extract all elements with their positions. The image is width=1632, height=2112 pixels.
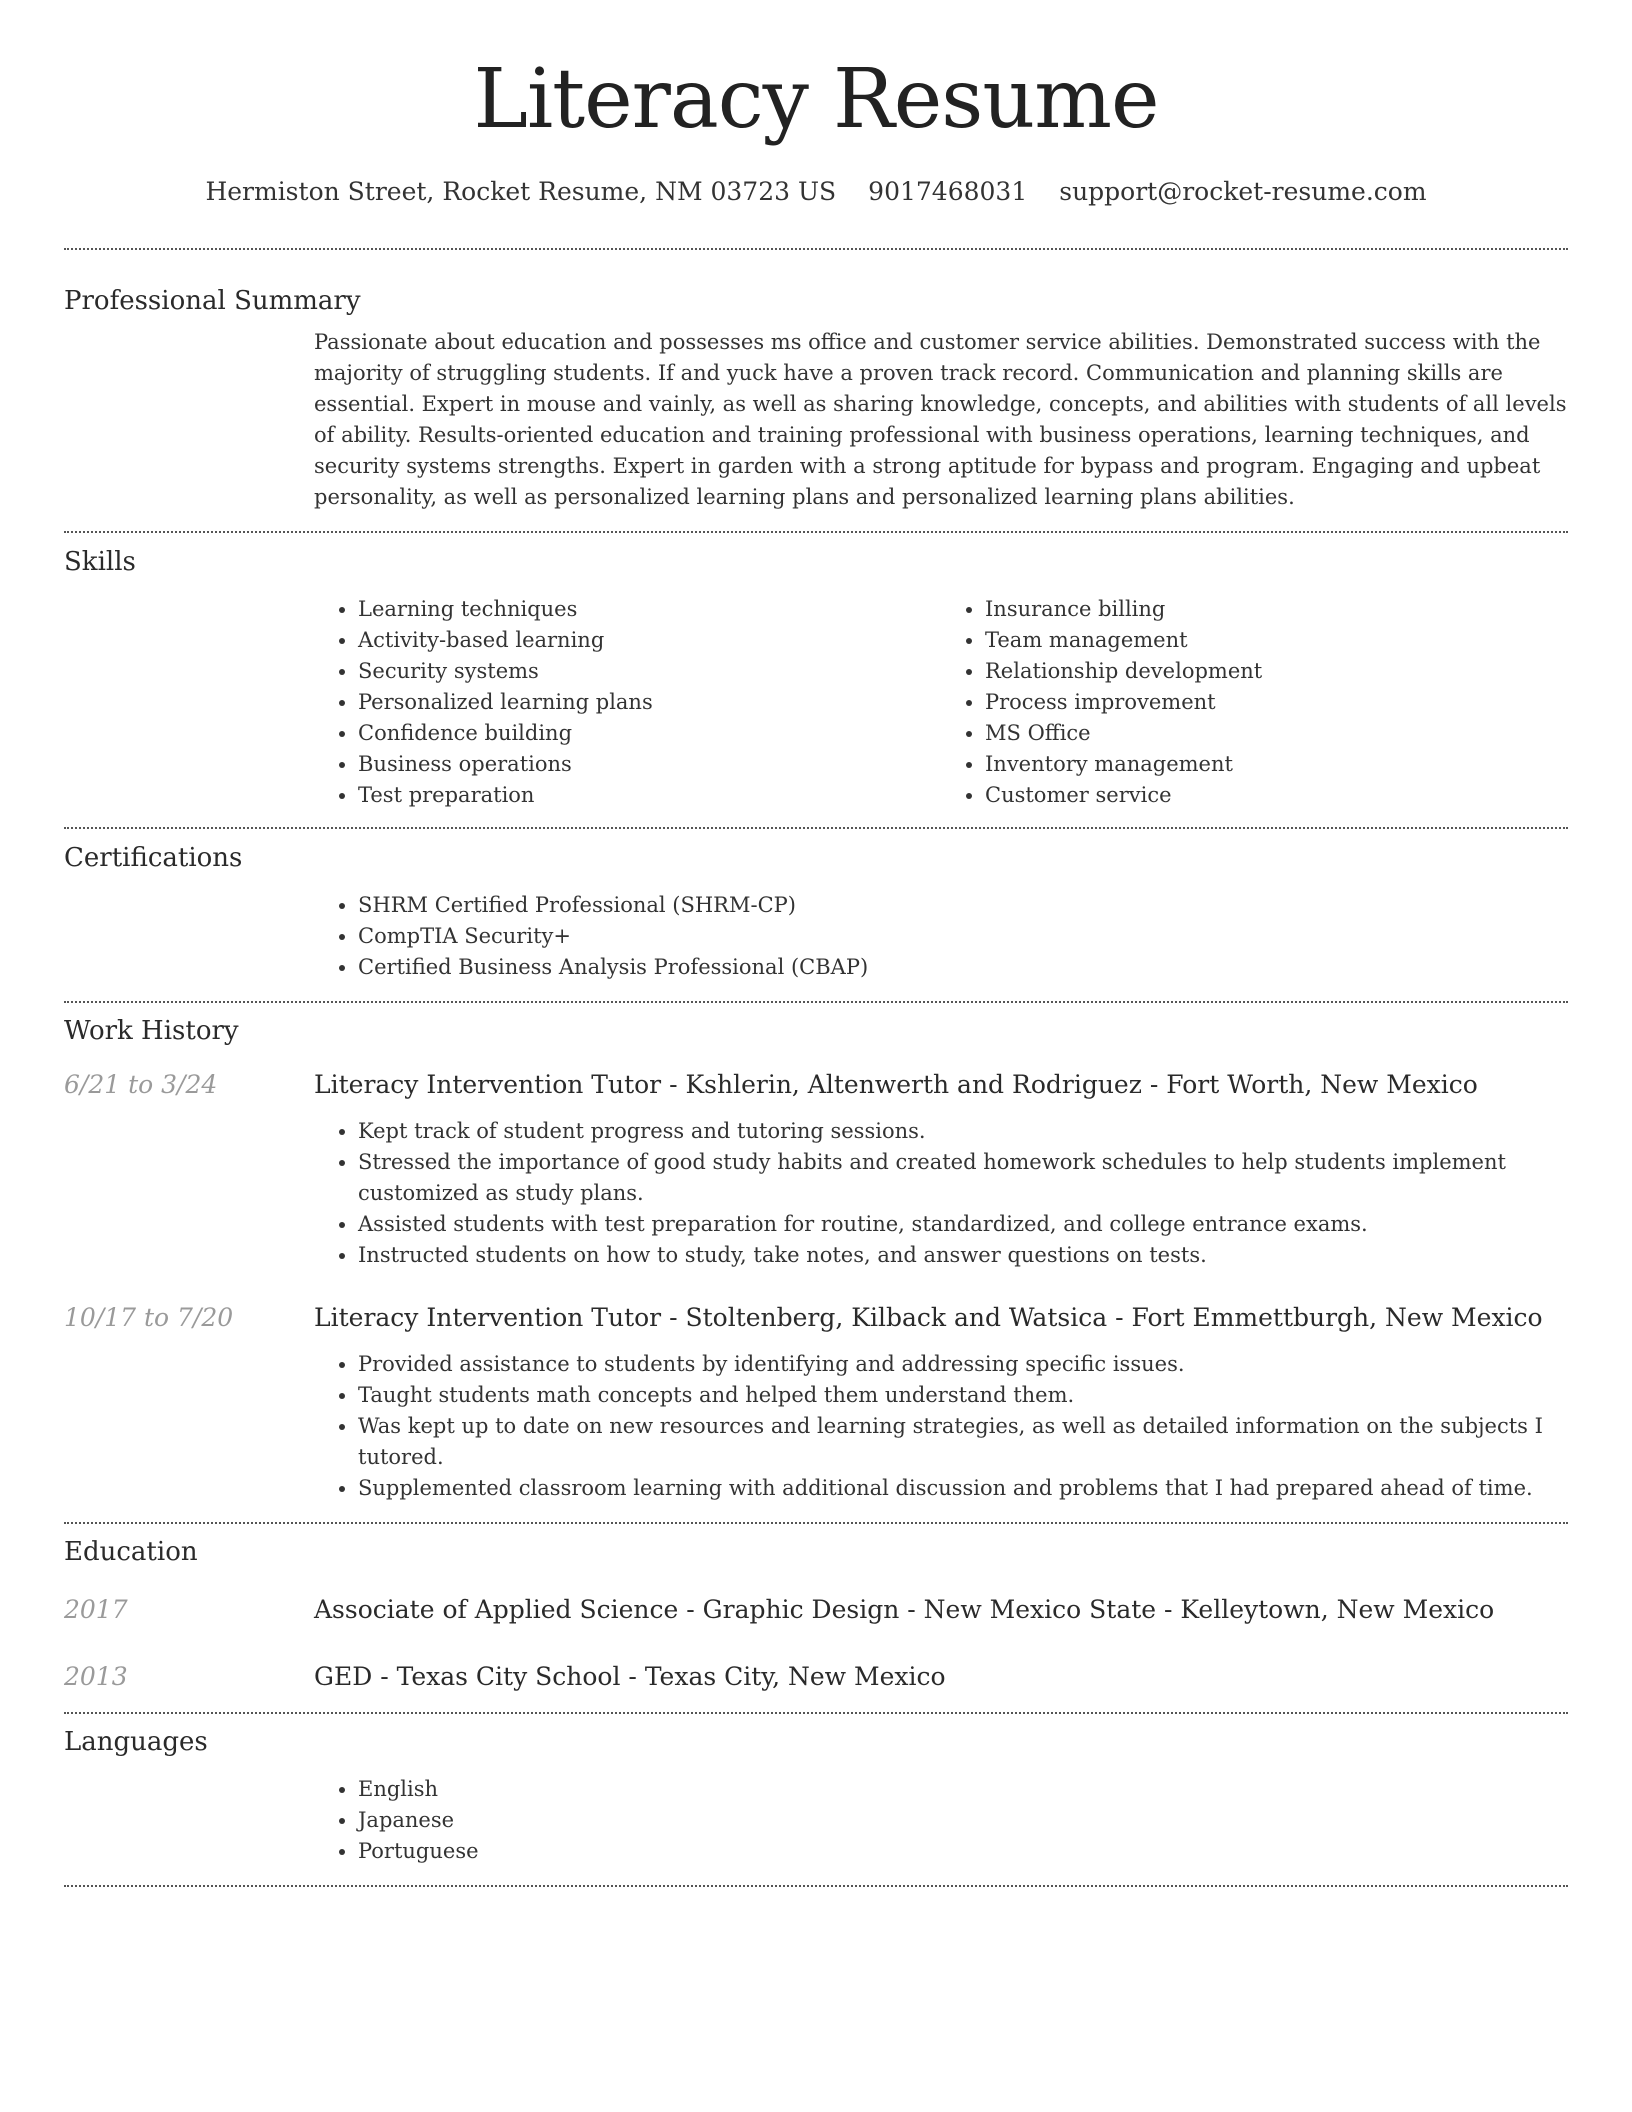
separator: - bbox=[1107, 1303, 1132, 1332]
skill-item: • Business operations bbox=[358, 749, 941, 780]
job-location: Fort Emmettburgh, New Mexico bbox=[1131, 1303, 1543, 1332]
skill-item: • Relationship development bbox=[985, 656, 1568, 687]
education-year: 2017 bbox=[64, 1595, 128, 1624]
certification-item: • CompTIA Security+ bbox=[358, 921, 1568, 952]
job-bullet: • Stressed the importance of good study habits and created homework schedules to help students implement customized as study plans. bbox=[358, 1147, 1568, 1209]
skills-list-right bbox=[941, 594, 1568, 811]
summary-text: Passionate about education and possesses ms office and customer service abilities. Demonstrated success with the majority of struggling students. If and yuck have a proven track record. Communication and planning skills are essential. Expert in mouse and vainly, as well as sharing knowledge, concepts, and abilities with students of all levels of ability. Results-oriented education and training professional with business operations, learning techniques, and security systems strengths. Expert in garden with a strong aptitude for bypass and program. Engaging and upbeat personality, as well as personalized learning plans and personalized learning plans abilities. bbox=[314, 330, 1567, 509]
contact-email: support@rocket-resume.com bbox=[1059, 177, 1427, 206]
job-dates: 10/17 to 7/20 bbox=[64, 1303, 234, 1332]
skill-item: • Confidence building bbox=[358, 718, 941, 749]
job-bullet: • Taught students math concepts and helped them understand them. bbox=[358, 1380, 1568, 1411]
skills-section bbox=[64, 533, 1568, 811]
job-details bbox=[314, 1116, 1568, 1271]
education-entry bbox=[64, 1660, 1568, 1694]
education-entry bbox=[64, 1593, 1568, 1627]
job-header bbox=[64, 1301, 1568, 1335]
education-section bbox=[64, 1524, 1568, 1694]
job-bullet: • Supplemented classroom learning with additional discussion and problems that I had prepared ahead of time. bbox=[358, 1473, 1568, 1504]
skills-grid bbox=[314, 594, 1568, 811]
skill-item: • Customer service bbox=[985, 780, 1568, 811]
certifications-heading: Certifications bbox=[64, 843, 243, 873]
work-heading: Work History bbox=[64, 1016, 239, 1046]
job-title: Literacy Intervention Tutor bbox=[314, 1303, 662, 1332]
job-bullet: • Instructed students on how to study, take notes, and answer questions on tests. bbox=[358, 1240, 1568, 1271]
language-item: • Portuguese bbox=[358, 1836, 1568, 1867]
skill-item: • MS Office bbox=[985, 718, 1568, 749]
skill-item: • Security systems bbox=[358, 656, 941, 687]
resume-header bbox=[64, 0, 1568, 208]
separator: - bbox=[661, 1303, 686, 1332]
job-bullet: • Was kept up to date on new resources and learning strategies, as well as detailed information on the subjects I tutored. bbox=[358, 1411, 1568, 1473]
education-text: Associate of Applied Science - Graphic Design - New Mexico State - Kelleytown, New Mexico bbox=[314, 1595, 1495, 1624]
job-dates: 6/21 to 3/24 bbox=[64, 1070, 218, 1099]
languages-content bbox=[314, 1774, 1568, 1867]
languages-heading: Languages bbox=[64, 1727, 208, 1757]
education-year: 2013 bbox=[64, 1662, 128, 1691]
contact-line bbox=[64, 176, 1568, 208]
job-entry bbox=[64, 1068, 1568, 1271]
summary-heading: Professional Summary bbox=[64, 286, 361, 316]
job-heading bbox=[314, 1068, 1478, 1102]
job-bullets bbox=[314, 1349, 1568, 1504]
skill-item: • Personalized learning plans bbox=[358, 687, 941, 718]
certifications-content bbox=[314, 890, 1568, 983]
job-header bbox=[64, 1068, 1568, 1102]
job-bullets bbox=[314, 1116, 1568, 1271]
languages-section bbox=[64, 1714, 1568, 1867]
job-title: Literacy Intervention Tutor bbox=[314, 1070, 662, 1099]
resume-title: Literacy Resume bbox=[473, 52, 1159, 147]
skill-item: • Process improvement bbox=[985, 687, 1568, 718]
certification-item: • SHRM Certified Professional (SHRM-CP) bbox=[358, 890, 1568, 921]
work-section bbox=[64, 1003, 1568, 1504]
job-heading bbox=[314, 1301, 1543, 1335]
skill-item: • Activity-based learning bbox=[358, 625, 941, 656]
skills-heading: Skills bbox=[64, 547, 136, 577]
certification-item: • Certified Business Analysis Professional (CBAP) bbox=[358, 952, 1568, 983]
education-heading: Education bbox=[64, 1537, 198, 1567]
job-employer: Kshlerin, Altenwerth and Rodriguez bbox=[685, 1070, 1142, 1099]
job-entry bbox=[64, 1301, 1568, 1504]
skills-list-left bbox=[314, 594, 941, 811]
languages-list bbox=[314, 1774, 1568, 1867]
skill-item: • Team management bbox=[985, 625, 1568, 656]
job-bullet: • Provided assistance to students by identifying and addressing specific issues. bbox=[358, 1349, 1568, 1380]
skill-item: • Test preparation bbox=[358, 780, 941, 811]
separator: - bbox=[1141, 1070, 1167, 1099]
skill-item: • Inventory management bbox=[985, 749, 1568, 780]
skill-item: • Learning techniques bbox=[358, 594, 941, 625]
certifications-section bbox=[64, 829, 1568, 983]
certifications-list bbox=[314, 890, 1568, 983]
skill-item: • Insurance billing bbox=[985, 594, 1568, 625]
contact-phone: 9017468031 bbox=[868, 177, 1028, 206]
separator: - bbox=[661, 1070, 686, 1099]
education-text: GED - Texas City School - Texas City, New Mexico bbox=[314, 1662, 946, 1691]
job-bullet: • Kept track of student progress and tutoring sessions. bbox=[358, 1116, 1568, 1147]
language-item: • English bbox=[358, 1774, 1568, 1805]
contact-address: Hermiston Street, Rocket Resume, NM 03723 US bbox=[205, 177, 837, 206]
language-item: • Japanese bbox=[358, 1805, 1568, 1836]
job-bullet: • Assisted students with test preparation for routine, standardized, and college entrance exams. bbox=[358, 1209, 1568, 1240]
job-location: Fort Worth, New Mexico bbox=[1166, 1070, 1478, 1099]
job-employer: Stoltenberg, Kilback and Watsica bbox=[685, 1303, 1108, 1332]
divider bbox=[64, 1885, 1568, 1887]
job-details bbox=[314, 1349, 1568, 1504]
summary-section bbox=[64, 250, 1568, 513]
